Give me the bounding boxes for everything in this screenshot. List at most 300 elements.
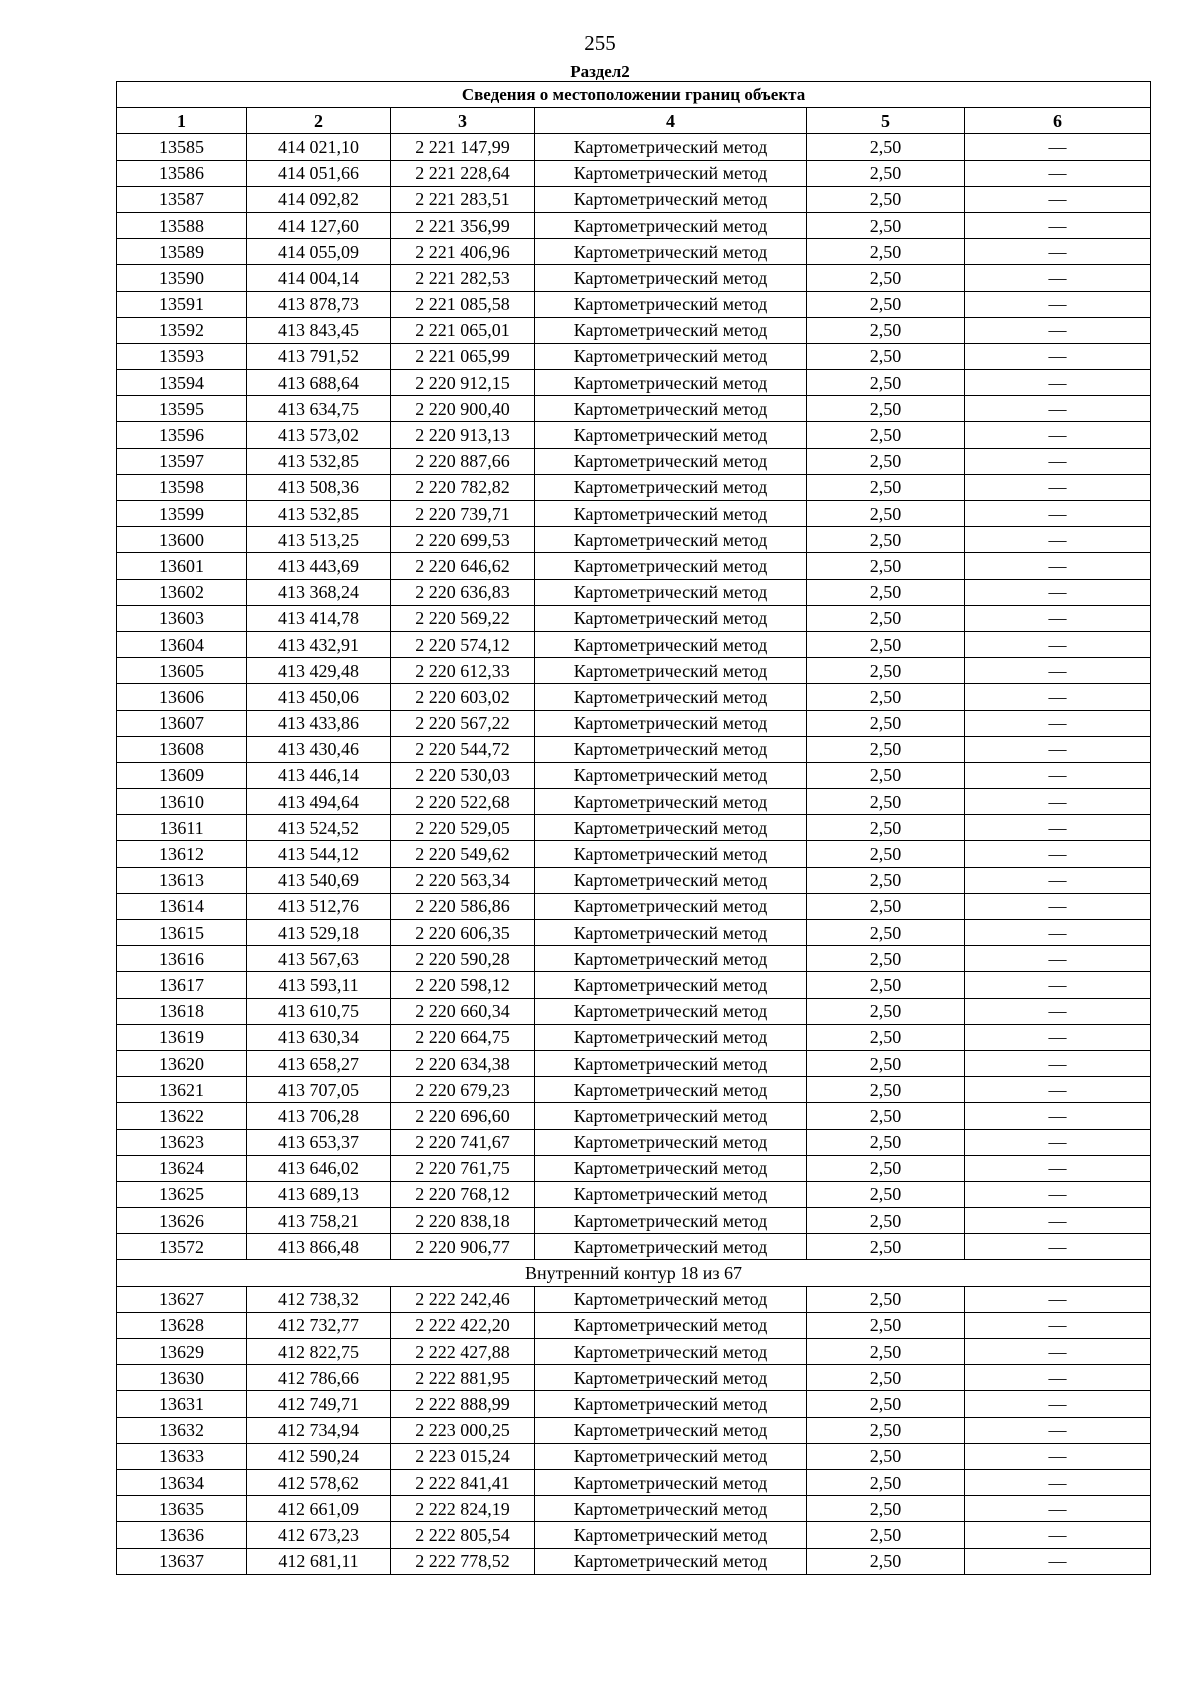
point-number-cell: 13613 bbox=[117, 867, 247, 893]
table-row bbox=[117, 317, 1151, 343]
method-cell: Картометрический метод bbox=[535, 1181, 807, 1207]
method-cell: Картометрический метод bbox=[535, 1208, 807, 1234]
method-cell: Картометрический метод bbox=[535, 1365, 807, 1391]
y-coordinate-cell: 2 220 699,53 bbox=[391, 527, 535, 553]
point-number-cell: 13605 bbox=[117, 658, 247, 684]
x-coordinate-cell: 412 590,24 bbox=[247, 1443, 391, 1469]
point-number-cell: 13597 bbox=[117, 448, 247, 474]
accuracy-cell: 2,50 bbox=[807, 291, 965, 317]
accuracy-cell: 2,50 bbox=[807, 1417, 965, 1443]
y-coordinate-cell: 2 220 664,75 bbox=[391, 1024, 535, 1050]
table-row bbox=[117, 946, 1151, 972]
point-number-cell: 13608 bbox=[117, 736, 247, 762]
y-coordinate-cell: 2 220 887,66 bbox=[391, 448, 535, 474]
column-number-5: 5 bbox=[807, 108, 965, 134]
table-row bbox=[117, 1024, 1151, 1050]
accuracy-cell: 2,50 bbox=[807, 1312, 965, 1338]
note-cell: — bbox=[965, 815, 1151, 841]
point-number-cell: 13593 bbox=[117, 343, 247, 369]
column-number-row bbox=[117, 108, 1151, 134]
x-coordinate-cell: 412 661,09 bbox=[247, 1496, 391, 1522]
point-number-cell: 13585 bbox=[117, 134, 247, 160]
accuracy-cell: 2,50 bbox=[807, 1339, 965, 1365]
accuracy-cell: 2,50 bbox=[807, 160, 965, 186]
method-cell: Картометрический метод bbox=[535, 1417, 807, 1443]
accuracy-cell: 2,50 bbox=[807, 658, 965, 684]
accuracy-cell: 2,50 bbox=[807, 1103, 965, 1129]
y-coordinate-cell: 2 220 906,77 bbox=[391, 1234, 535, 1260]
point-number-cell: 13636 bbox=[117, 1522, 247, 1548]
table-row bbox=[117, 212, 1151, 238]
x-coordinate-cell: 413 634,75 bbox=[247, 396, 391, 422]
y-coordinate-cell: 2 220 838,18 bbox=[391, 1208, 535, 1234]
accuracy-cell: 2,50 bbox=[807, 448, 965, 474]
point-number-cell: 13621 bbox=[117, 1077, 247, 1103]
table-caption: Сведения о местоположении границ объекта bbox=[117, 82, 1151, 108]
y-coordinate-cell: 2 222 427,88 bbox=[391, 1339, 535, 1365]
method-cell: Картометрический метод bbox=[535, 1155, 807, 1181]
accuracy-cell: 2,50 bbox=[807, 972, 965, 998]
table-row bbox=[117, 1129, 1151, 1155]
method-cell: Картометрический метод bbox=[535, 684, 807, 710]
point-number-cell: 13590 bbox=[117, 265, 247, 291]
method-cell: Картометрический метод bbox=[535, 658, 807, 684]
accuracy-cell: 2,50 bbox=[807, 134, 965, 160]
accuracy-cell: 2,50 bbox=[807, 1522, 965, 1548]
accuracy-cell: 2,50 bbox=[807, 841, 965, 867]
column-number-3: 3 bbox=[391, 108, 535, 134]
point-number-cell: 13627 bbox=[117, 1286, 247, 1312]
point-number-cell: 13611 bbox=[117, 815, 247, 841]
y-coordinate-cell: 2 221 085,58 bbox=[391, 291, 535, 317]
point-number-cell: 13609 bbox=[117, 762, 247, 788]
point-number-cell: 13612 bbox=[117, 841, 247, 867]
table-row bbox=[117, 893, 1151, 919]
accuracy-cell: 2,50 bbox=[807, 370, 965, 396]
x-coordinate-cell: 413 524,52 bbox=[247, 815, 391, 841]
accuracy-cell: 2,50 bbox=[807, 1496, 965, 1522]
y-coordinate-cell: 2 220 590,28 bbox=[391, 946, 535, 972]
method-cell: Картометрический метод bbox=[535, 239, 807, 265]
x-coordinate-cell: 412 681,11 bbox=[247, 1548, 391, 1574]
x-coordinate-cell: 412 732,77 bbox=[247, 1312, 391, 1338]
method-cell: Картометрический метод bbox=[535, 1286, 807, 1312]
y-coordinate-cell: 2 222 888,99 bbox=[391, 1391, 535, 1417]
table-row bbox=[117, 1469, 1151, 1495]
accuracy-cell: 2,50 bbox=[807, 265, 965, 291]
point-number-cell: 13633 bbox=[117, 1443, 247, 1469]
table-row bbox=[117, 239, 1151, 265]
accuracy-cell: 2,50 bbox=[807, 1469, 965, 1495]
x-coordinate-cell: 413 653,37 bbox=[247, 1129, 391, 1155]
point-number-cell: 13615 bbox=[117, 920, 247, 946]
x-coordinate-cell: 413 706,28 bbox=[247, 1103, 391, 1129]
note-cell: — bbox=[965, 317, 1151, 343]
note-cell: — bbox=[965, 1103, 1151, 1129]
note-cell: — bbox=[965, 212, 1151, 238]
table-row bbox=[117, 501, 1151, 527]
x-coordinate-cell: 413 532,85 bbox=[247, 501, 391, 527]
x-coordinate-cell: 413 494,64 bbox=[247, 789, 391, 815]
method-cell: Картометрический метод bbox=[535, 1129, 807, 1155]
y-coordinate-cell: 2 221 283,51 bbox=[391, 186, 535, 212]
point-number-cell: 13587 bbox=[117, 186, 247, 212]
note-cell: — bbox=[965, 448, 1151, 474]
x-coordinate-cell: 412 734,94 bbox=[247, 1417, 391, 1443]
note-cell: — bbox=[965, 605, 1151, 631]
point-number-cell: 13622 bbox=[117, 1103, 247, 1129]
point-number-cell: 13631 bbox=[117, 1391, 247, 1417]
accuracy-cell: 2,50 bbox=[807, 579, 965, 605]
y-coordinate-cell: 2 222 242,46 bbox=[391, 1286, 535, 1312]
table-row bbox=[117, 684, 1151, 710]
x-coordinate-cell: 412 749,71 bbox=[247, 1391, 391, 1417]
accuracy-cell: 2,50 bbox=[807, 527, 965, 553]
point-number-cell: 13610 bbox=[117, 789, 247, 815]
table-row bbox=[117, 867, 1151, 893]
note-cell: — bbox=[965, 396, 1151, 422]
y-coordinate-cell: 2 220 567,22 bbox=[391, 710, 535, 736]
note-cell: — bbox=[965, 501, 1151, 527]
point-number-cell: 13594 bbox=[117, 370, 247, 396]
method-cell: Картометрический метод bbox=[535, 920, 807, 946]
y-coordinate-cell: 2 220 522,68 bbox=[391, 789, 535, 815]
point-number-cell: 13600 bbox=[117, 527, 247, 553]
x-coordinate-cell: 413 658,27 bbox=[247, 1050, 391, 1076]
method-cell: Картометрический метод bbox=[535, 789, 807, 815]
x-coordinate-cell: 413 573,02 bbox=[247, 422, 391, 448]
y-coordinate-cell: 2 220 569,22 bbox=[391, 605, 535, 631]
x-coordinate-cell: 414 092,82 bbox=[247, 186, 391, 212]
note-cell: — bbox=[965, 867, 1151, 893]
x-coordinate-cell: 413 443,69 bbox=[247, 553, 391, 579]
accuracy-cell: 2,50 bbox=[807, 553, 965, 579]
table-row bbox=[117, 265, 1151, 291]
table-row bbox=[117, 1391, 1151, 1417]
method-cell: Картометрический метод bbox=[535, 1548, 807, 1574]
page-number: 255 bbox=[584, 31, 616, 55]
y-coordinate-cell: 2 221 282,53 bbox=[391, 265, 535, 291]
y-coordinate-cell: 2 220 768,12 bbox=[391, 1181, 535, 1207]
table-row bbox=[117, 789, 1151, 815]
point-number-cell: 13628 bbox=[117, 1312, 247, 1338]
accuracy-cell: 2,50 bbox=[807, 815, 965, 841]
x-coordinate-cell: 413 508,36 bbox=[247, 474, 391, 500]
method-cell: Картометрический метод bbox=[535, 1496, 807, 1522]
y-coordinate-cell: 2 221 065,99 bbox=[391, 343, 535, 369]
y-coordinate-cell: 2 222 824,19 bbox=[391, 1496, 535, 1522]
point-number-cell: 13595 bbox=[117, 396, 247, 422]
table-row bbox=[117, 160, 1151, 186]
table-row bbox=[117, 631, 1151, 657]
method-cell: Картометрический метод bbox=[535, 1050, 807, 1076]
note-cell: — bbox=[965, 160, 1151, 186]
point-number-cell: 13588 bbox=[117, 212, 247, 238]
accuracy-cell: 2,50 bbox=[807, 501, 965, 527]
point-number-cell: 13635 bbox=[117, 1496, 247, 1522]
method-cell: Картометрический метод bbox=[535, 396, 807, 422]
method-cell: Картометрический метод bbox=[535, 1077, 807, 1103]
note-cell: — bbox=[965, 920, 1151, 946]
method-cell: Картометрический метод bbox=[535, 370, 807, 396]
note-cell: — bbox=[965, 265, 1151, 291]
y-coordinate-cell: 2 220 549,62 bbox=[391, 841, 535, 867]
method-cell: Картометрический метод bbox=[535, 1522, 807, 1548]
note-cell: — bbox=[965, 291, 1151, 317]
method-cell: Картометрический метод bbox=[535, 867, 807, 893]
y-coordinate-cell: 2 221 147,99 bbox=[391, 134, 535, 160]
y-coordinate-cell: 2 220 900,40 bbox=[391, 396, 535, 422]
x-coordinate-cell: 413 567,63 bbox=[247, 946, 391, 972]
x-coordinate-cell: 413 843,45 bbox=[247, 317, 391, 343]
table-row bbox=[117, 291, 1151, 317]
x-coordinate-cell: 413 758,21 bbox=[247, 1208, 391, 1234]
accuracy-cell: 2,50 bbox=[807, 422, 965, 448]
table-row bbox=[117, 841, 1151, 867]
method-cell: Картометрический метод bbox=[535, 815, 807, 841]
point-number-cell: 13599 bbox=[117, 501, 247, 527]
accuracy-cell: 2,50 bbox=[807, 212, 965, 238]
point-number-cell: 13606 bbox=[117, 684, 247, 710]
note-cell: — bbox=[965, 422, 1151, 448]
contour-label-row bbox=[117, 1260, 1151, 1286]
y-coordinate-cell: 2 220 912,15 bbox=[391, 370, 535, 396]
note-cell: — bbox=[965, 343, 1151, 369]
point-number-cell: 13618 bbox=[117, 998, 247, 1024]
table-row bbox=[117, 1234, 1151, 1260]
method-cell: Картометрический метод bbox=[535, 631, 807, 657]
point-number-cell: 13592 bbox=[117, 317, 247, 343]
x-coordinate-cell: 414 051,66 bbox=[247, 160, 391, 186]
table-row bbox=[117, 1286, 1151, 1312]
table-row bbox=[117, 1077, 1151, 1103]
method-cell: Картометрический метод bbox=[535, 343, 807, 369]
table-row bbox=[117, 448, 1151, 474]
method-cell: Картометрический метод bbox=[535, 501, 807, 527]
accuracy-cell: 2,50 bbox=[807, 343, 965, 369]
method-cell: Картометрический метод bbox=[535, 474, 807, 500]
x-coordinate-cell: 413 646,02 bbox=[247, 1155, 391, 1181]
point-number-cell: 13626 bbox=[117, 1208, 247, 1234]
x-coordinate-cell: 413 414,78 bbox=[247, 605, 391, 631]
x-coordinate-cell: 413 688,64 bbox=[247, 370, 391, 396]
table-row bbox=[117, 658, 1151, 684]
x-coordinate-cell: 413 450,06 bbox=[247, 684, 391, 710]
accuracy-cell: 2,50 bbox=[807, 1365, 965, 1391]
note-cell: — bbox=[965, 1286, 1151, 1312]
x-coordinate-cell: 413 866,48 bbox=[247, 1234, 391, 1260]
note-cell: — bbox=[965, 1024, 1151, 1050]
note-cell: — bbox=[965, 972, 1151, 998]
accuracy-cell: 2,50 bbox=[807, 867, 965, 893]
point-number-cell: 13620 bbox=[117, 1050, 247, 1076]
method-cell: Картометрический метод bbox=[535, 134, 807, 160]
method-cell: Картометрический метод bbox=[535, 1312, 807, 1338]
accuracy-cell: 2,50 bbox=[807, 1208, 965, 1234]
note-cell: — bbox=[965, 893, 1151, 919]
note-cell: — bbox=[965, 1312, 1151, 1338]
y-coordinate-cell: 2 220 696,60 bbox=[391, 1103, 535, 1129]
x-coordinate-cell: 413 630,34 bbox=[247, 1024, 391, 1050]
method-cell: Картометрический метод bbox=[535, 736, 807, 762]
y-coordinate-cell: 2 222 881,95 bbox=[391, 1365, 535, 1391]
method-cell: Картометрический метод bbox=[535, 946, 807, 972]
point-number-cell: 13616 bbox=[117, 946, 247, 972]
y-coordinate-cell: 2 220 739,71 bbox=[391, 501, 535, 527]
boundary-coordinates-table bbox=[116, 81, 1151, 1575]
table-row bbox=[117, 1443, 1151, 1469]
table-row bbox=[117, 1312, 1151, 1338]
point-number-cell: 13625 bbox=[117, 1181, 247, 1207]
method-cell: Картометрический метод bbox=[535, 1339, 807, 1365]
x-coordinate-cell: 413 430,46 bbox=[247, 736, 391, 762]
point-number-cell: 13614 bbox=[117, 893, 247, 919]
method-cell: Картометрический метод bbox=[535, 186, 807, 212]
y-coordinate-cell: 2 223 000,25 bbox=[391, 1417, 535, 1443]
x-coordinate-cell: 413 513,25 bbox=[247, 527, 391, 553]
x-coordinate-cell: 413 529,18 bbox=[247, 920, 391, 946]
method-cell: Картометрический метод bbox=[535, 998, 807, 1024]
note-cell: — bbox=[965, 553, 1151, 579]
y-coordinate-cell: 2 223 015,24 bbox=[391, 1443, 535, 1469]
y-coordinate-cell: 2 220 634,38 bbox=[391, 1050, 535, 1076]
note-cell: — bbox=[965, 1391, 1151, 1417]
point-number-cell: 13630 bbox=[117, 1365, 247, 1391]
accuracy-cell: 2,50 bbox=[807, 1391, 965, 1417]
note-cell: — bbox=[965, 998, 1151, 1024]
column-number-4: 4 bbox=[535, 108, 807, 134]
x-coordinate-cell: 413 433,86 bbox=[247, 710, 391, 736]
y-coordinate-cell: 2 220 679,23 bbox=[391, 1077, 535, 1103]
y-coordinate-cell: 2 220 530,03 bbox=[391, 762, 535, 788]
x-coordinate-cell: 414 055,09 bbox=[247, 239, 391, 265]
note-cell: — bbox=[965, 1208, 1151, 1234]
accuracy-cell: 2,50 bbox=[807, 1155, 965, 1181]
method-cell: Картометрический метод bbox=[535, 1391, 807, 1417]
note-cell: — bbox=[965, 239, 1151, 265]
point-number-cell: 13629 bbox=[117, 1339, 247, 1365]
table-row bbox=[117, 396, 1151, 422]
accuracy-cell: 2,50 bbox=[807, 1181, 965, 1207]
point-number-cell: 13623 bbox=[117, 1129, 247, 1155]
note-cell: — bbox=[965, 1155, 1151, 1181]
table-row bbox=[117, 998, 1151, 1024]
table-row bbox=[117, 1339, 1151, 1365]
accuracy-cell: 2,50 bbox=[807, 1234, 965, 1260]
x-coordinate-cell: 412 673,23 bbox=[247, 1522, 391, 1548]
x-coordinate-cell: 413 432,91 bbox=[247, 631, 391, 657]
accuracy-cell: 2,50 bbox=[807, 893, 965, 919]
note-cell: — bbox=[965, 710, 1151, 736]
note-cell: — bbox=[965, 1496, 1151, 1522]
y-coordinate-cell: 2 222 841,41 bbox=[391, 1469, 535, 1495]
point-number-cell: 13572 bbox=[117, 1234, 247, 1260]
table-row bbox=[117, 1155, 1151, 1181]
point-number-cell: 13607 bbox=[117, 710, 247, 736]
table-row bbox=[117, 186, 1151, 212]
note-cell: — bbox=[965, 1050, 1151, 1076]
note-cell: — bbox=[965, 1548, 1151, 1574]
table-row bbox=[117, 134, 1151, 160]
note-cell: — bbox=[965, 1417, 1151, 1443]
method-cell: Картометрический метод bbox=[535, 265, 807, 291]
note-cell: — bbox=[965, 1443, 1151, 1469]
method-cell: Картометрический метод bbox=[535, 710, 807, 736]
accuracy-cell: 2,50 bbox=[807, 474, 965, 500]
table-row bbox=[117, 972, 1151, 998]
method-cell: Картометрический метод bbox=[535, 605, 807, 631]
method-cell: Картометрический метод bbox=[535, 1234, 807, 1260]
point-number-cell: 13632 bbox=[117, 1417, 247, 1443]
table-row bbox=[117, 710, 1151, 736]
table-row bbox=[117, 1365, 1151, 1391]
accuracy-cell: 2,50 bbox=[807, 736, 965, 762]
y-coordinate-cell: 2 220 544,72 bbox=[391, 736, 535, 762]
y-coordinate-cell: 2 222 805,54 bbox=[391, 1522, 535, 1548]
table-row bbox=[117, 474, 1151, 500]
note-cell: — bbox=[965, 631, 1151, 657]
accuracy-cell: 2,50 bbox=[807, 946, 965, 972]
y-coordinate-cell: 2 220 574,12 bbox=[391, 631, 535, 657]
x-coordinate-cell: 412 578,62 bbox=[247, 1469, 391, 1495]
accuracy-cell: 2,50 bbox=[807, 1077, 965, 1103]
y-coordinate-cell: 2 221 406,96 bbox=[391, 239, 535, 265]
note-cell: — bbox=[965, 1339, 1151, 1365]
point-number-cell: 13637 bbox=[117, 1548, 247, 1574]
table-row bbox=[117, 1522, 1151, 1548]
note-cell: — bbox=[965, 1469, 1151, 1495]
note-cell: — bbox=[965, 762, 1151, 788]
y-coordinate-cell: 2 220 660,34 bbox=[391, 998, 535, 1024]
table-row bbox=[117, 579, 1151, 605]
contour-label: Внутренний контур 18 из 67 bbox=[117, 1260, 1151, 1286]
accuracy-cell: 2,50 bbox=[807, 186, 965, 212]
note-cell: — bbox=[965, 474, 1151, 500]
method-cell: Картометрический метод bbox=[535, 762, 807, 788]
table-caption-row bbox=[117, 82, 1151, 108]
y-coordinate-cell: 2 220 782,82 bbox=[391, 474, 535, 500]
table-row bbox=[117, 1208, 1151, 1234]
accuracy-cell: 2,50 bbox=[807, 239, 965, 265]
x-coordinate-cell: 412 738,32 bbox=[247, 1286, 391, 1312]
y-coordinate-cell: 2 221 065,01 bbox=[391, 317, 535, 343]
column-number-2: 2 bbox=[247, 108, 391, 134]
x-coordinate-cell: 412 822,75 bbox=[247, 1339, 391, 1365]
table-body bbox=[117, 134, 1151, 1574]
x-coordinate-cell: 412 786,66 bbox=[247, 1365, 391, 1391]
accuracy-cell: 2,50 bbox=[807, 920, 965, 946]
note-cell: — bbox=[965, 579, 1151, 605]
y-coordinate-cell: 2 220 646,62 bbox=[391, 553, 535, 579]
note-cell: — bbox=[965, 527, 1151, 553]
x-coordinate-cell: 413 593,11 bbox=[247, 972, 391, 998]
table-row bbox=[117, 1548, 1151, 1574]
column-number-6: 6 bbox=[965, 108, 1151, 134]
table-row bbox=[117, 422, 1151, 448]
accuracy-cell: 2,50 bbox=[807, 684, 965, 710]
table-row bbox=[117, 1050, 1151, 1076]
note-cell: — bbox=[965, 946, 1151, 972]
note-cell: — bbox=[965, 186, 1151, 212]
accuracy-cell: 2,50 bbox=[807, 605, 965, 631]
y-coordinate-cell: 2 220 529,05 bbox=[391, 815, 535, 841]
y-coordinate-cell: 2 220 612,33 bbox=[391, 658, 535, 684]
x-coordinate-cell: 414 021,10 bbox=[247, 134, 391, 160]
note-cell: — bbox=[965, 841, 1151, 867]
x-coordinate-cell: 413 429,48 bbox=[247, 658, 391, 684]
table-row bbox=[117, 815, 1151, 841]
method-cell: Картометрический метод bbox=[535, 160, 807, 186]
